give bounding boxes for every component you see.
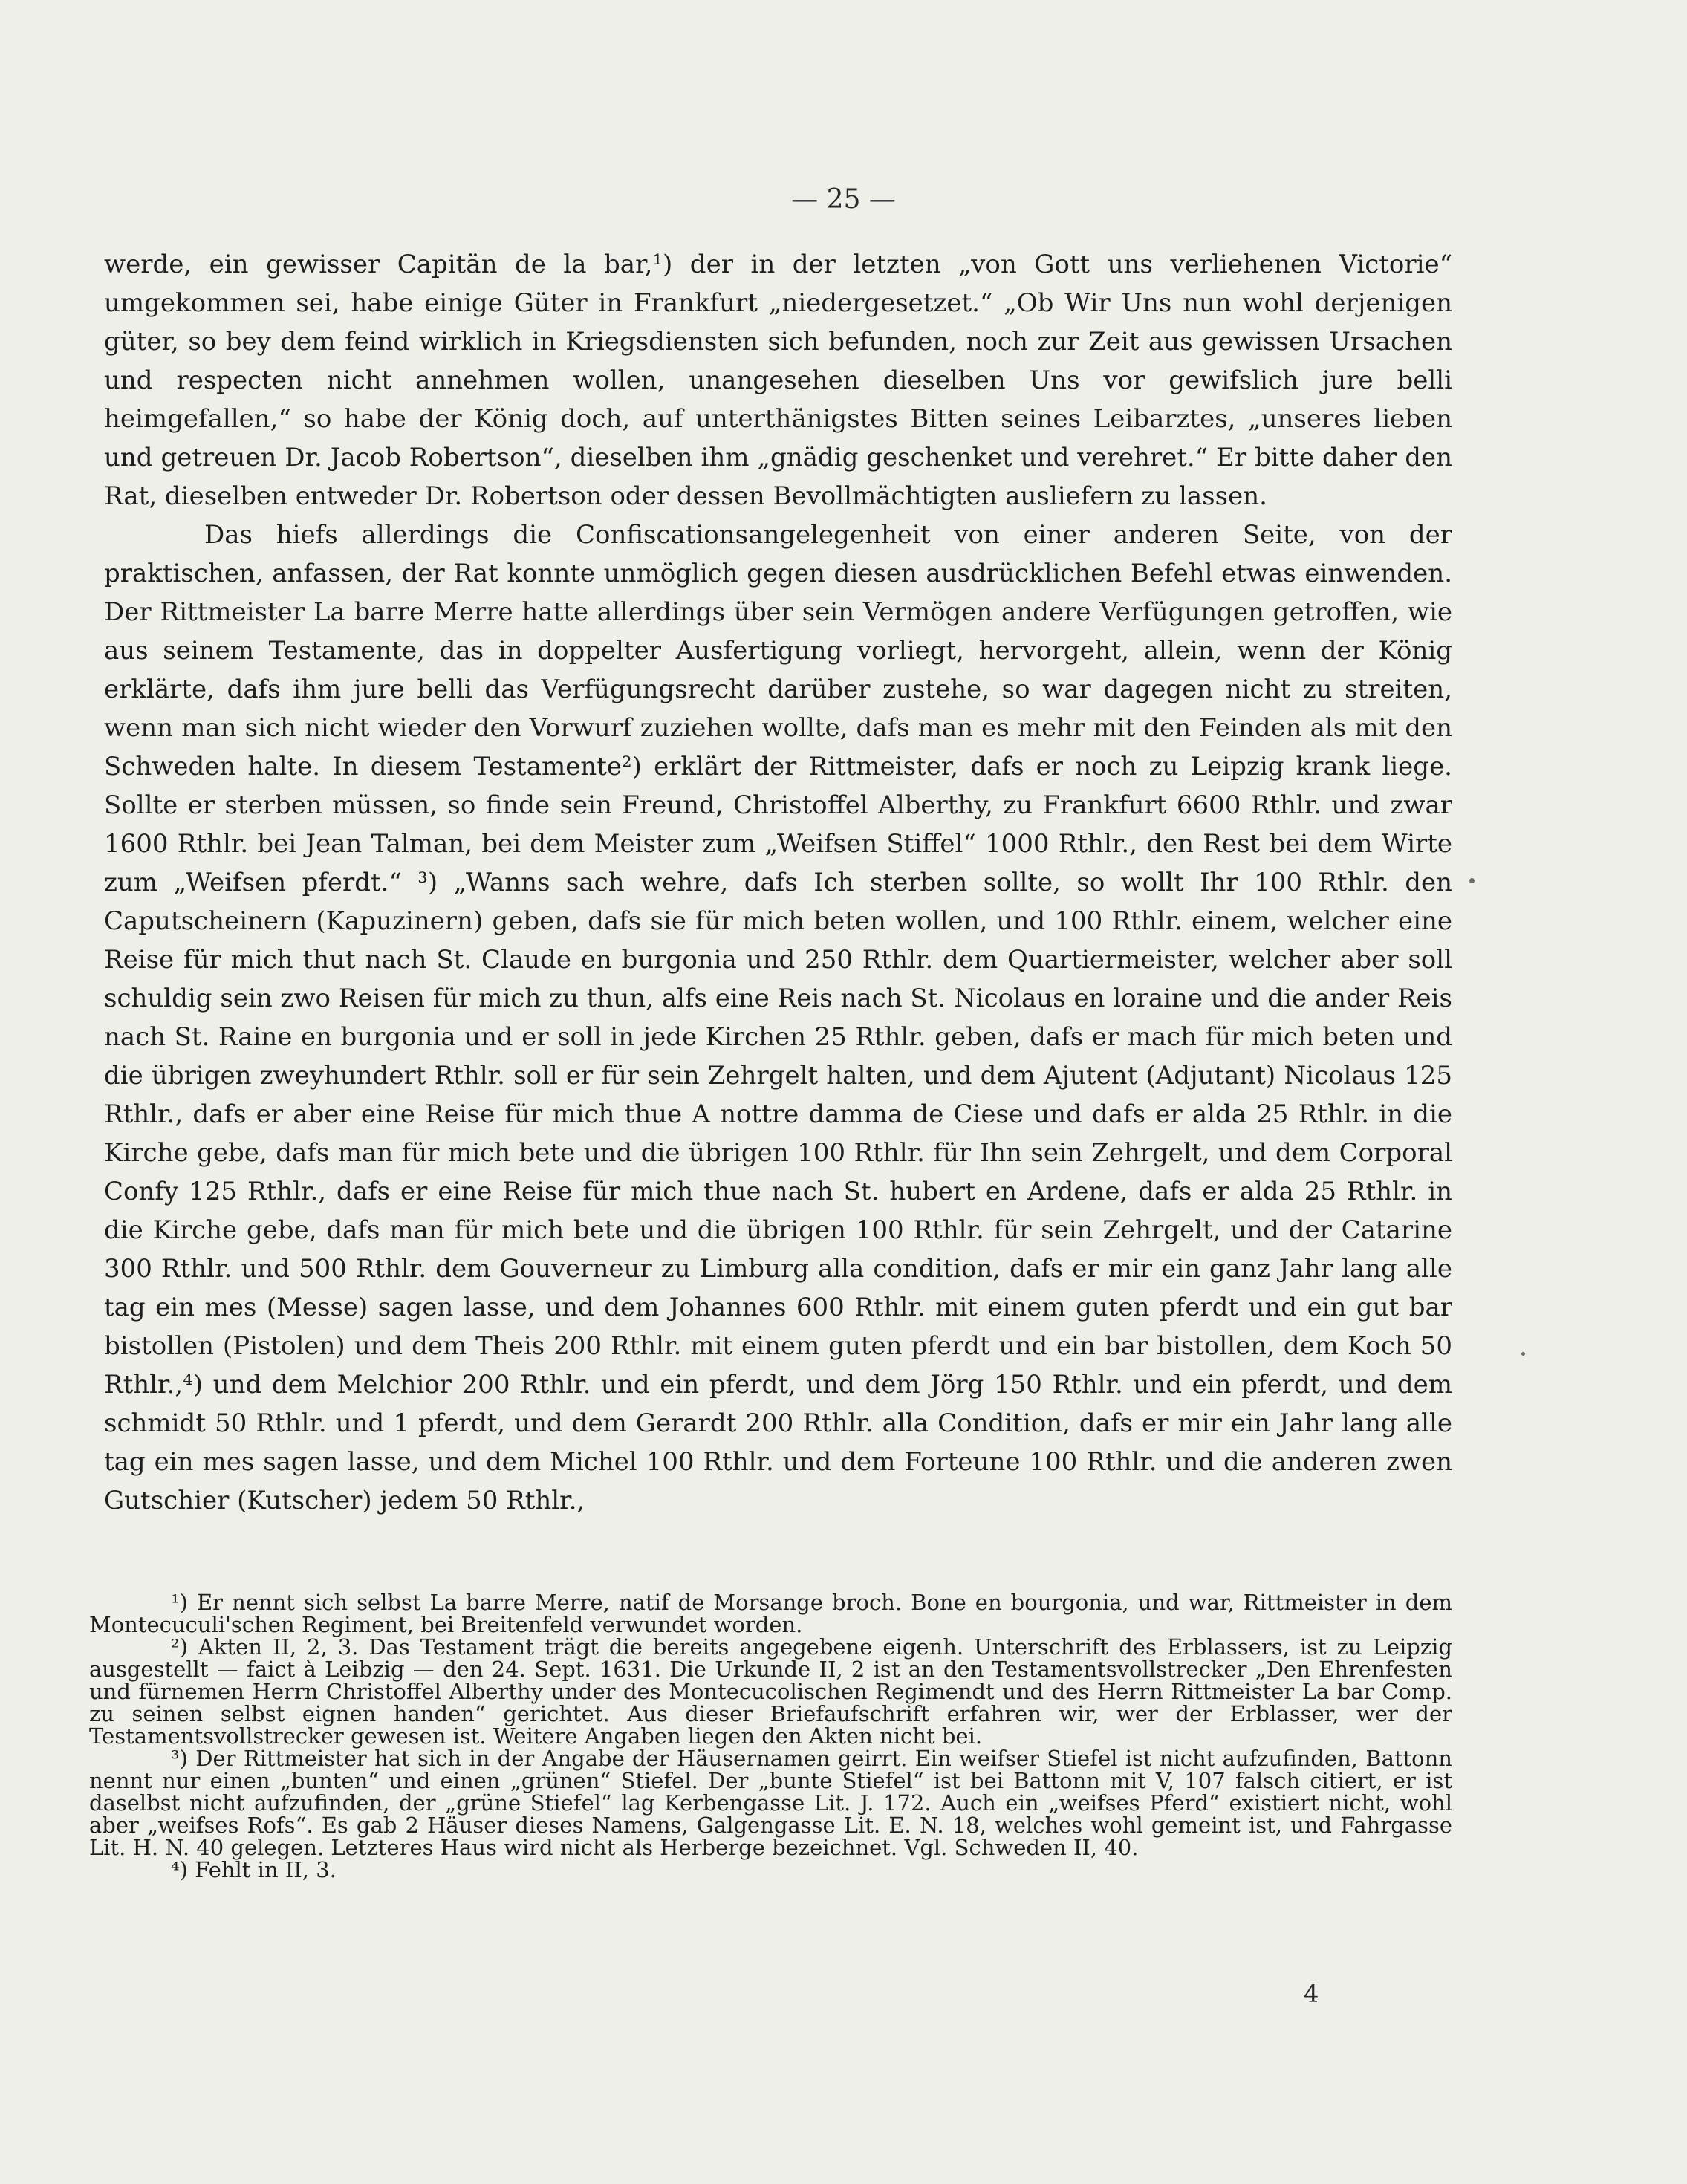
main-text — [104, 245, 1452, 1520]
signature-mark: 4 — [1304, 1980, 1319, 2008]
footnote-3: ³) Der Rittmeister hat sich in der Angabe der Häusernamen geirrt. Ein weifser Stiefel ist nicht aufzufinden, Battonn nennt nur einen „bunten“ und einen „grünen“ Stiefel. Der „bunte Stiefel“ ist bei Battonn mit V, 107 falsch citiert, er ist daselbst nicht aufzufinden, der „grüne Stiefel“ lag Kerbengasse Lit. J. 172. Auch ein „weifses Pferd“ existiert nicht, wohl aber „weifses Rofs“. Es gab 2 Häuser dieses Namens, Galgengasse Lit. E. N. 18, welches wohl gemeint ist, und Fahrgasse Lit. H. N. 40 gelegen. Letzteres Haus wird nicht als Herberge bezeichnet. Vgl. Schweden II, 40. — [89, 1746, 1452, 1860]
footnote-4: ⁴) Fehlt in II, 3. — [171, 1857, 337, 1882]
footnote-1: ¹) Er nennt sich selbst La barre Merre, natif de Morsange broch. Bone en bourgonia, und war, Rittmeister in dem Montecuculi'schen Regiment, bei Breitenfeld verwundet worden. — [89, 1590, 1452, 1637]
paragraph-1: werde, ein gewisser Capitän de la bar,¹) der in der letzten „von Gott uns verliehenen Victorie“ umgekommen sei, habe einige Güter in Frankfurt „niedergesetzet.“ „Ob Wir Uns nun wohl derjenigen güter, so bey dem feind wirklich in Kriegsdiensten sich befunden, noch zur Zeit aus gewissen Ursachen und respecten nicht annehmen wollen, unangesehen dieselben Uns vor gewifslich jure belli heimgefallen,“ so habe der König doch, auf unterthänigstes Bitten seines Leibarztes, „unseres lieben und getreuen Dr. Jacob Robertson“, dieselben ihm „gnädig geschenket und verehret.“ Er bitte daher den Rat, dieselben entweder Dr. Robertson oder dessen Bevollmächtigten ausliefern zu lassen. — [104, 250, 1452, 511]
paragraph-2: Das hiefs allerdings die Confiscationsangelegenheit von einer anderen Seite, von der praktischen, anfassen, der Rat konnte unmöglich gegen diesen ausdrücklichen Befehl etwas einwenden. Der Rittmeister La barre Merre hatte allerdings über sein Vermögen andere Verfügungen getroffen, wie aus seinem Testamente, das in doppelter Ausfertigung vorliegt, hervorgeht, allein, wenn der König erklärte, dafs ihm jure belli das Verfügungsrecht darüber zustehe, so war dagegen nicht zu streiten, wenn man sich nicht wieder den Vorwurf zuziehen wollte, dafs man es mehr mit den Feinden als mit den Schweden halte. In diesem Testamente²) erklärt der Rittmeister, dafs er noch zu Leipzig krank liege. Sollte er sterben müssen, so finde sein Freund, Christoffel Alberthy, zu Frankfurt 6600 Rthlr. und zwar 1600 Rthlr. bei Jean Talman, bei dem Meister zum „Weifsen Stiffel“ 1000 Rthlr., den Rest bei dem Wirte zum „Weifsen pferdt.“ ³) „Wanns sach wehre, dafs Ich sterben sollte, so wollt Ihr 100 Rthlr. den Caputscheinern (Kapuzinern) geben, dafs sie für mich beten wollen, und 100 Rthlr. einem, welcher eine Reise für mich thut nach St. Claude en burgonia und 250 Rthlr. dem Quartiermeister, welcher aber soll schuldig sein zwo Reisen für mich zu thun, alfs eine Reis nach St. Nicolaus en loraine und die ander Reis nach St. Raine en burgonia und er soll in jede Kirchen 25 Rthlr. geben, dafs er mach für mich beten und die übrigen zweyhundert Rthlr. soll er für sein Zehrgelt halten, und dem Ajutent (Adjutant) Nicolaus 125 Rthlr., dafs er aber eine Reise für mich thue A nottre damma de Ciese und dafs er alda 25 Rthlr. in die Kirche gebe, dafs man für mich bete und die übrigen 100 Rthlr. für Ihn sein Zehrgelt, und dem Corporal Confy 125 Rthlr., dafs er eine Reise für mich thue nach St. hubert en Ardene, dafs er alda 25 Rthlr. in die Kirche gebe, dafs man für mich bete und die übrigen 100 Rthlr. für sein Zehrgelt, und der Catarine 300 Rthlr. und 500 Rthlr. dem Gouverneur zu Limburg alla condition, dafs er mir ein ganz Jahr lang alle tag ein mes (Messe) sagen lasse, und dem Johannes 600 Rthlr. mit einem guten pferdt und ein gut bar bistollen (Pistolen) und dem Theis 200 Rthlr. mit einem guten pferdt und ein bar bistollen, dem Koch 50 Rthlr.,⁴) und dem Melchior 200 Rthlr. und ein pferdt, und dem Jörg 150 Rthlr. und ein pferdt, und dem schmidt 50 Rthlr. und 1 pferdt, und dem Gerardt 200 Rthlr. alla Condition, dafs er mir ein Jahr lang alle tag ein mes sagen lasse, und dem Michel 100 Rthlr. und dem Forteune 100 Rthlr. und die anderen zwen Gutschier (Kutscher) jedem 50 Rthlr., — [104, 520, 1452, 1515]
footnote-2: ²) Akten II, 2, 3. Das Testament trägt die bereits angegebene eigenh. Unterschrift des Erblassers, ist zu Leipzig ausgestellt — faict à Leibzig — den 24. Sept. 1631. Die Urkunde II, 2 ist an den Testamentsvollstrecker „Den Ehrenfesten und fürnemen Herrn Christoffel Alberthy under des Montecucolischen Regimendt und des Herrn Rittmeister La bar Comp. zu seinen selbst eignen handen“ gerichtet. Aus dieser Briefaufschrift erfahren wir, wer der Erblasser, wer der Testamentsvollstrecker gewesen ist. Weitere Angaben liegen den Akten nicht bei. — [89, 1634, 1452, 1749]
page-number: — 25 — — [791, 184, 896, 215]
paper-speck — [1469, 878, 1475, 883]
footnotes — [89, 1591, 1452, 1881]
paper-speck — [1521, 1352, 1525, 1356]
